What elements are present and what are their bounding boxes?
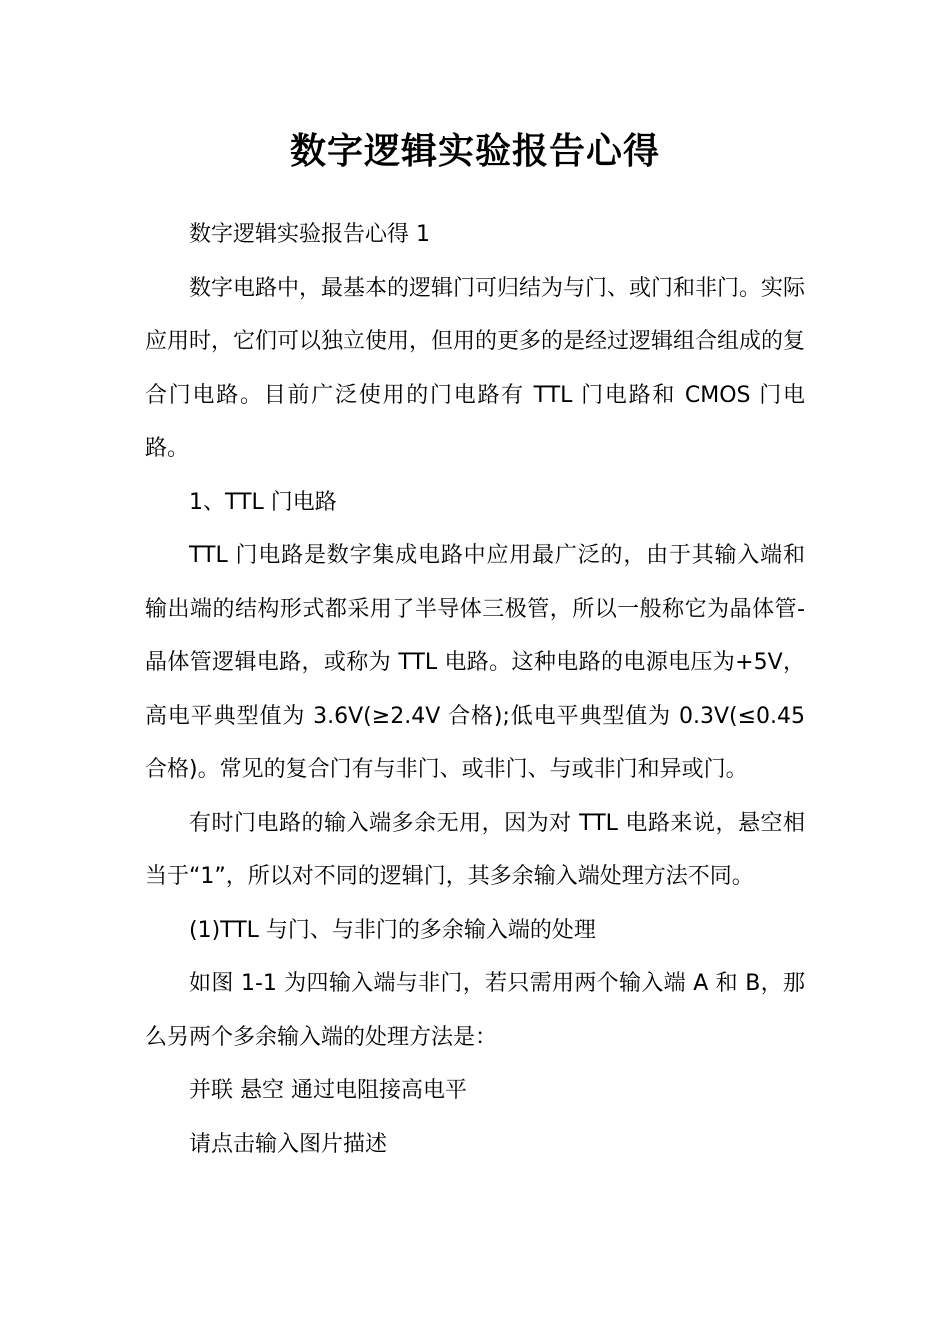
document-title: 数字逻辑实验报告心得 bbox=[289, 131, 660, 173]
paragraph-subtitle: 数字逻辑实验报告心得 1 bbox=[189, 222, 430, 247]
paragraph-unused-inputs: 有时门电路的输入端多余无用，因为对 TTL 电路来说，悬空相当于“1”，所以对不同的逻辑门，其多余输入端处理方法不同。 bbox=[145, 810, 805, 889]
image-placeholder-text: 请点击输入图片描述 bbox=[189, 1131, 388, 1157]
subsection-heading-and-nand: (1)TTL 与门、与非门的多余输入端的处理 bbox=[189, 917, 596, 943]
document-body bbox=[145, 208, 805, 1171]
section-heading-ttl: 1、TTL 门电路 bbox=[189, 489, 337, 515]
paragraph-ttl-description: TTL 门电路是数字集成电路中应用最广泛的，由于其输入端和输出端的结构形式都采用了半导体三极管，所以一般称它为晶体管-晶体管逻辑电路，或称为 TTL 电路。这种电路的电源电压为+5V，高电平典型值为 3.6V(≥2.4V 合格);低电平典型值为 0.3V(≤0.45 合格)。常见的复合门有与非门、或非门、与或非门和异或门。 bbox=[145, 543, 805, 782]
paragraph-intro: 数字电路中，最基本的逻辑门可归结为与门、或门和非门。实际应用时，它们可以独立使用，但用的更多的是经过逻辑组合组成的复合门电路。目前广泛使用的门电路有 TTL 门电路和 CMOS 门电路。 bbox=[145, 275, 806, 461]
paragraph-methods: 并联 悬空 通过电阻接高电平 bbox=[189, 1078, 467, 1103]
paragraph-figure-1-1: 如图 1-1 为四输入端与非门，若只需用两个输入端 A 和 B，那么另两个多余输入端的处理方法是： bbox=[145, 971, 805, 1050]
